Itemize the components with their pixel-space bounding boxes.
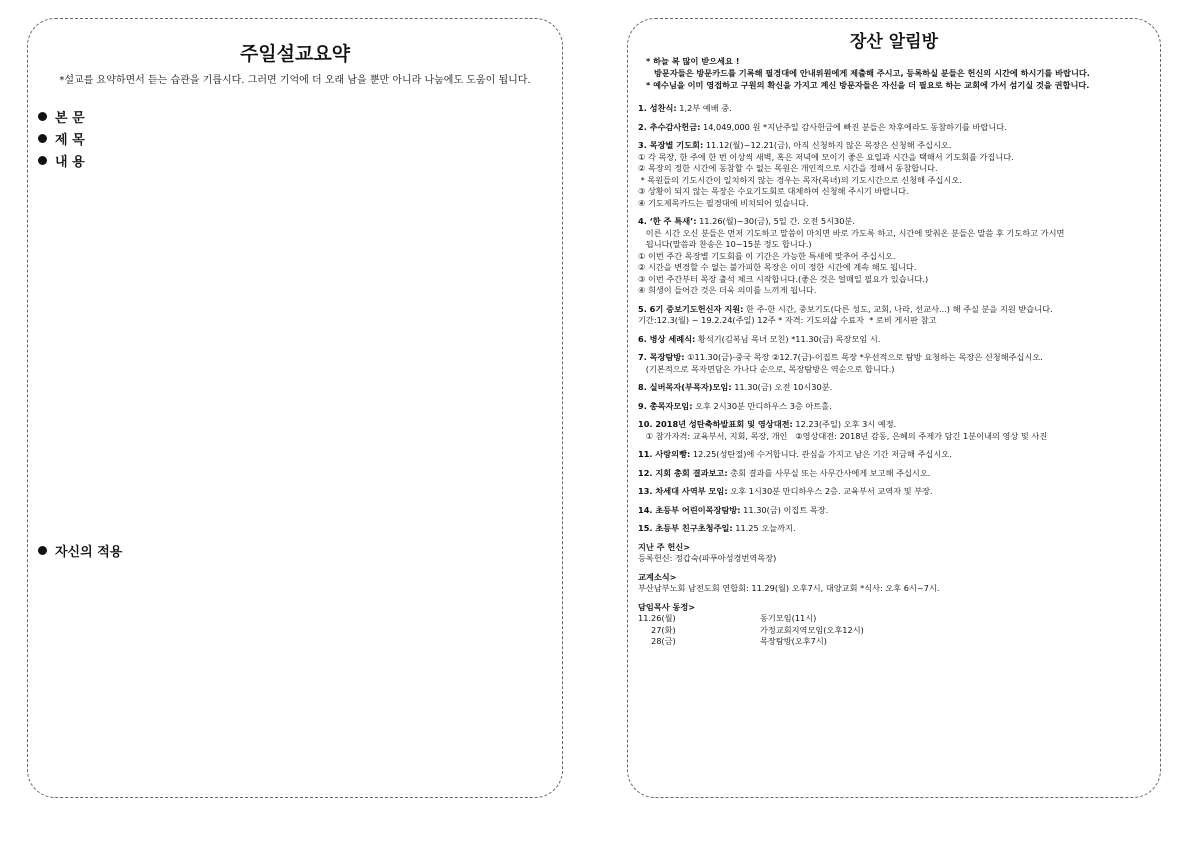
announcement-label: 12. 지회 총회 결과보고:	[638, 467, 728, 478]
announcement-text: 11.12(월)~12.21(금), 아직 신청하지 않은 목장은 신청해 주십시오.	[703, 140, 952, 150]
announcements-panel	[627, 18, 1161, 798]
announcement-header	[638, 468, 1152, 480]
church-news-section-text: 부산남부노회 남전도회 연합회: 11.29(월) 오후7시, 대양교회 *식사: 오후 6시~7시.	[638, 583, 940, 593]
announcement-subline: ② 시간을 변경할 수 없는 불가피한 목장은 이미 정한 시간에 계속 해도 됩니다.	[638, 262, 917, 272]
announcement-item	[638, 449, 1152, 461]
bullet-dot-icon	[38, 156, 47, 165]
schedule-row	[638, 613, 1152, 625]
announcement-subline: 기간:12.3(월) ~ 19.2.24(주일) 12주 * 자격: 기도의삶 수료자 * 로비 게시판 참고	[638, 315, 937, 325]
announcement-label: 9. 총목자모임:	[638, 400, 693, 411]
announcement-item	[638, 505, 1152, 517]
announcement-label: 10. 2018년 성탄축하발표회 및 영상대전:	[638, 419, 793, 429]
bullet-title: 제 목	[38, 129, 85, 148]
greeting-block	[646, 55, 1146, 91]
announcement-subline: (기본적으로 목자면담은 가나다 순으로, 목장탐방은 역순으로 합니다.)	[638, 363, 895, 374]
announcement-label: 7. 목장탐방:	[638, 352, 685, 362]
announcement-item	[638, 103, 1152, 115]
announcement-label: 15. 초등부 친구초청주일:	[638, 523, 733, 533]
church-news-section-heading: 교계소식>	[638, 571, 677, 582]
announcement-header	[638, 486, 1152, 498]
announcement-header	[638, 103, 1152, 115]
announcement-header	[638, 382, 1152, 394]
announcements-title: 장산 알림방	[849, 32, 939, 52]
greeting-line: 방문자들은 방문카드를 기록해 필경대에 안내위원에게 제출해 주시고, 등록하실 분들은 헌신의 시간에 하시기를 바랍니다.	[654, 68, 1090, 78]
bullet-dot-icon	[38, 112, 47, 121]
announcement-label: 13. 차세대 사역부 모임:	[638, 486, 728, 496]
announcement-item	[638, 140, 1152, 209]
announcement-item	[638, 486, 1152, 498]
announcement-subline: ④ 희생이 들어간 것은 더욱 의미를 느끼게 됩니다.	[638, 285, 817, 295]
announcement-subline: ③ 상황이 되지 않는 목장은 수요기도회로 대체하여 신청해 주시기 바랍니다.	[638, 186, 909, 196]
announcement-list	[638, 103, 1152, 655]
announcement-text: 한 주-한 시간, 중보기도(다른 성도, 교회, 나라, 선교사...) 해 주실 분을 지원 받습니다.	[743, 303, 1053, 314]
announcement-label: 14. 초등부 어린이목장탐방:	[638, 504, 741, 515]
announcement-text: 오후 1시30분 만디하우스 2층. 교육부서 교역자 및 부장.	[727, 486, 933, 496]
schedule-row	[638, 625, 1152, 637]
announcement-text: 11.30(금) 이집트 목장.	[740, 504, 829, 515]
offering-section-heading: 지난 주 헌신>	[638, 541, 691, 552]
bullet-content: 내 용	[38, 151, 85, 170]
schedule-event: 가정교회지역모임(오후12시)	[760, 624, 864, 635]
announcement-subline: ① 각 목장, 한 주에 한 번 이상씩 새벽, 혹은 저녁에 모이기 좋은 요일과 시간을 택해서 기도회를 가집니다.	[638, 151, 1014, 162]
announcement-header	[638, 140, 1152, 152]
announcement-item	[638, 419, 1152, 442]
announcement-header	[638, 122, 1152, 134]
announcement-item	[638, 216, 1152, 297]
announcement-subline: * 목원들의 기도시간이 일치하지 않는 경우는 목자(목녀)의 기도시간으로 신청해 주십시오.	[638, 174, 962, 185]
announcement-label: 1. 성찬식:	[638, 103, 677, 113]
schedule-event: 동기모임(11시)	[760, 613, 817, 623]
announcement-label: 4. ‘한 주 특새’:	[638, 216, 697, 226]
announcement-label: 3. 목장별 기도회:	[638, 140, 704, 150]
announcement-text: 11.26(월)~30(금), 5일 간. 오전 5시30분.	[696, 216, 855, 226]
announcement-text: 오후 2시30분 만디하우스 3층 아트홀.	[692, 400, 832, 411]
bullet-application: 자신의 적용	[38, 541, 122, 560]
offering-section-text: 등록헌신: 정갑숙(파푸아성경번역목장)	[638, 553, 777, 563]
announcement-text: 황석기(김복님 목녀 모친) *11.30(금) 목장모임 시.	[695, 333, 881, 344]
bullet-dot-icon	[38, 134, 47, 143]
schedule-date: 28(금)	[638, 636, 676, 646]
sermon-summary-title: 주일설교요약	[239, 43, 351, 65]
pastor-schedule-section	[638, 602, 1152, 648]
announcement-label: 2. 추수감사헌금:	[638, 121, 701, 132]
sermon-summary-panel	[27, 18, 563, 798]
announcement-text: 12.23(주일) 오후 3시 예정.	[792, 419, 897, 429]
announcement-header	[638, 401, 1152, 413]
announcement-label: 6. 병상 세례식:	[638, 333, 696, 344]
schedule-date: 11.26(월)	[638, 613, 676, 623]
greeting-line: * 하늘 복 많이 받으세요 !	[646, 56, 740, 66]
announcement-subline: ① 참가자격: 교육부서, 지회, 목장, 개인 ②영상대전: 2018년 감동, 은혜의 주제가 담긴 1분이내의 영상 및 사진	[638, 430, 1048, 441]
announcement-text: ①11.30(금)-중국 목장 ②12.7(금)-이집트 목장 *우선적으로 탐방 요청하는 목장은 신청해주십시오.	[684, 352, 1043, 362]
offering-section	[638, 542, 1152, 565]
schedule-date: 27(화)	[638, 624, 676, 635]
announcement-header	[638, 216, 1152, 228]
announcement-item	[638, 352, 1152, 375]
greeting-line: * 예수님을 이미 영접하고 구원의 확신을 가지고 계신 방문자들은 자신을 더 필요로 하는 교회에 가서 섬기실 것을 권합니다.	[646, 80, 1090, 90]
announcement-item	[638, 334, 1152, 346]
schedule-event: 목장탐방(오후7시)	[760, 636, 827, 646]
announcement-item	[638, 122, 1152, 134]
announcement-subline: ② 목장의 정한 시간에 동참할 수 없는 목원은 개인적으로 시간을 정해서 동참합니다.	[638, 163, 938, 173]
announcement-label: 8. 실버목자(부목자)모임:	[638, 382, 732, 392]
bullet-scripture: 본 문	[38, 107, 85, 126]
announcement-subline: 이른 시간 오신 분들은 먼저 기도하고 말씀이 마치면 바로 가도록 하고, 시간에 맞춰온 분들은 말씀 후 기도하고 가시면	[638, 227, 1065, 238]
bullet-dot-icon	[38, 546, 47, 555]
announcement-header	[638, 304, 1152, 316]
announcement-header	[638, 523, 1152, 535]
schedule-row	[638, 636, 1152, 648]
announcement-text: 총회 결과를 사무실 또는 사무간사에게 보고해 주십시오.	[727, 467, 931, 478]
announcement-item	[638, 523, 1152, 535]
announcement-text: 11.30(금) 오전 10시30분.	[731, 382, 833, 392]
announcement-subline: ③ 이번 주간부터 목장 출석 체크 시작합니다.(좋은 것은 얼매일 필요가 있습니다.)	[638, 273, 929, 284]
announcement-text: 1,2부 예배 중.	[676, 103, 732, 113]
announcement-subline: ① 이번 주간 목장별 기도회를 이 기간은 가능한 특새에 맞추어 주십시오.	[638, 250, 896, 261]
announcement-item	[638, 304, 1152, 327]
announcement-header	[638, 334, 1152, 346]
announcement-text: 12.25(성탄절)에 수거합니다. 관심을 가지고 남은 기간 저금해 주십시오.	[690, 449, 952, 459]
announcement-item	[638, 468, 1152, 480]
church-news-section	[638, 572, 1152, 595]
announcement-header	[638, 352, 1152, 364]
announcement-subline: ④ 기도제목카드는 필경대에 비치되어 있습니다.	[638, 197, 809, 208]
announcement-text: 14,049,000 원 *지난주일 감사헌금에 빠진 분들은 차후에라도 동참하기를 바랍니다.	[700, 121, 1007, 132]
announcement-label: 11. 사랑의빵:	[638, 449, 691, 459]
announcement-item	[638, 401, 1152, 413]
announcement-subline: 됩니다(말씀과 찬송은 10~15분 정도 합니다.)	[638, 239, 812, 249]
announcement-header	[638, 505, 1152, 517]
announcement-header	[638, 449, 1152, 461]
announcement-label: 5. 6기 중보기도헌신자 지원:	[638, 303, 744, 314]
announcement-text: 11.25 오늘까지.	[732, 523, 796, 533]
announcement-header	[638, 419, 1152, 431]
announcement-item	[638, 382, 1152, 394]
pastor-schedule-section-heading: 담임목사 동정>	[638, 601, 696, 612]
sermon-summary-subtitle: *설교를 요약하면서 듣는 습관을 기릅시다. 그러면 기억에 더 오래 남을 뿐만 아니라 나눔에도 도움이 됩니다.	[59, 75, 531, 86]
